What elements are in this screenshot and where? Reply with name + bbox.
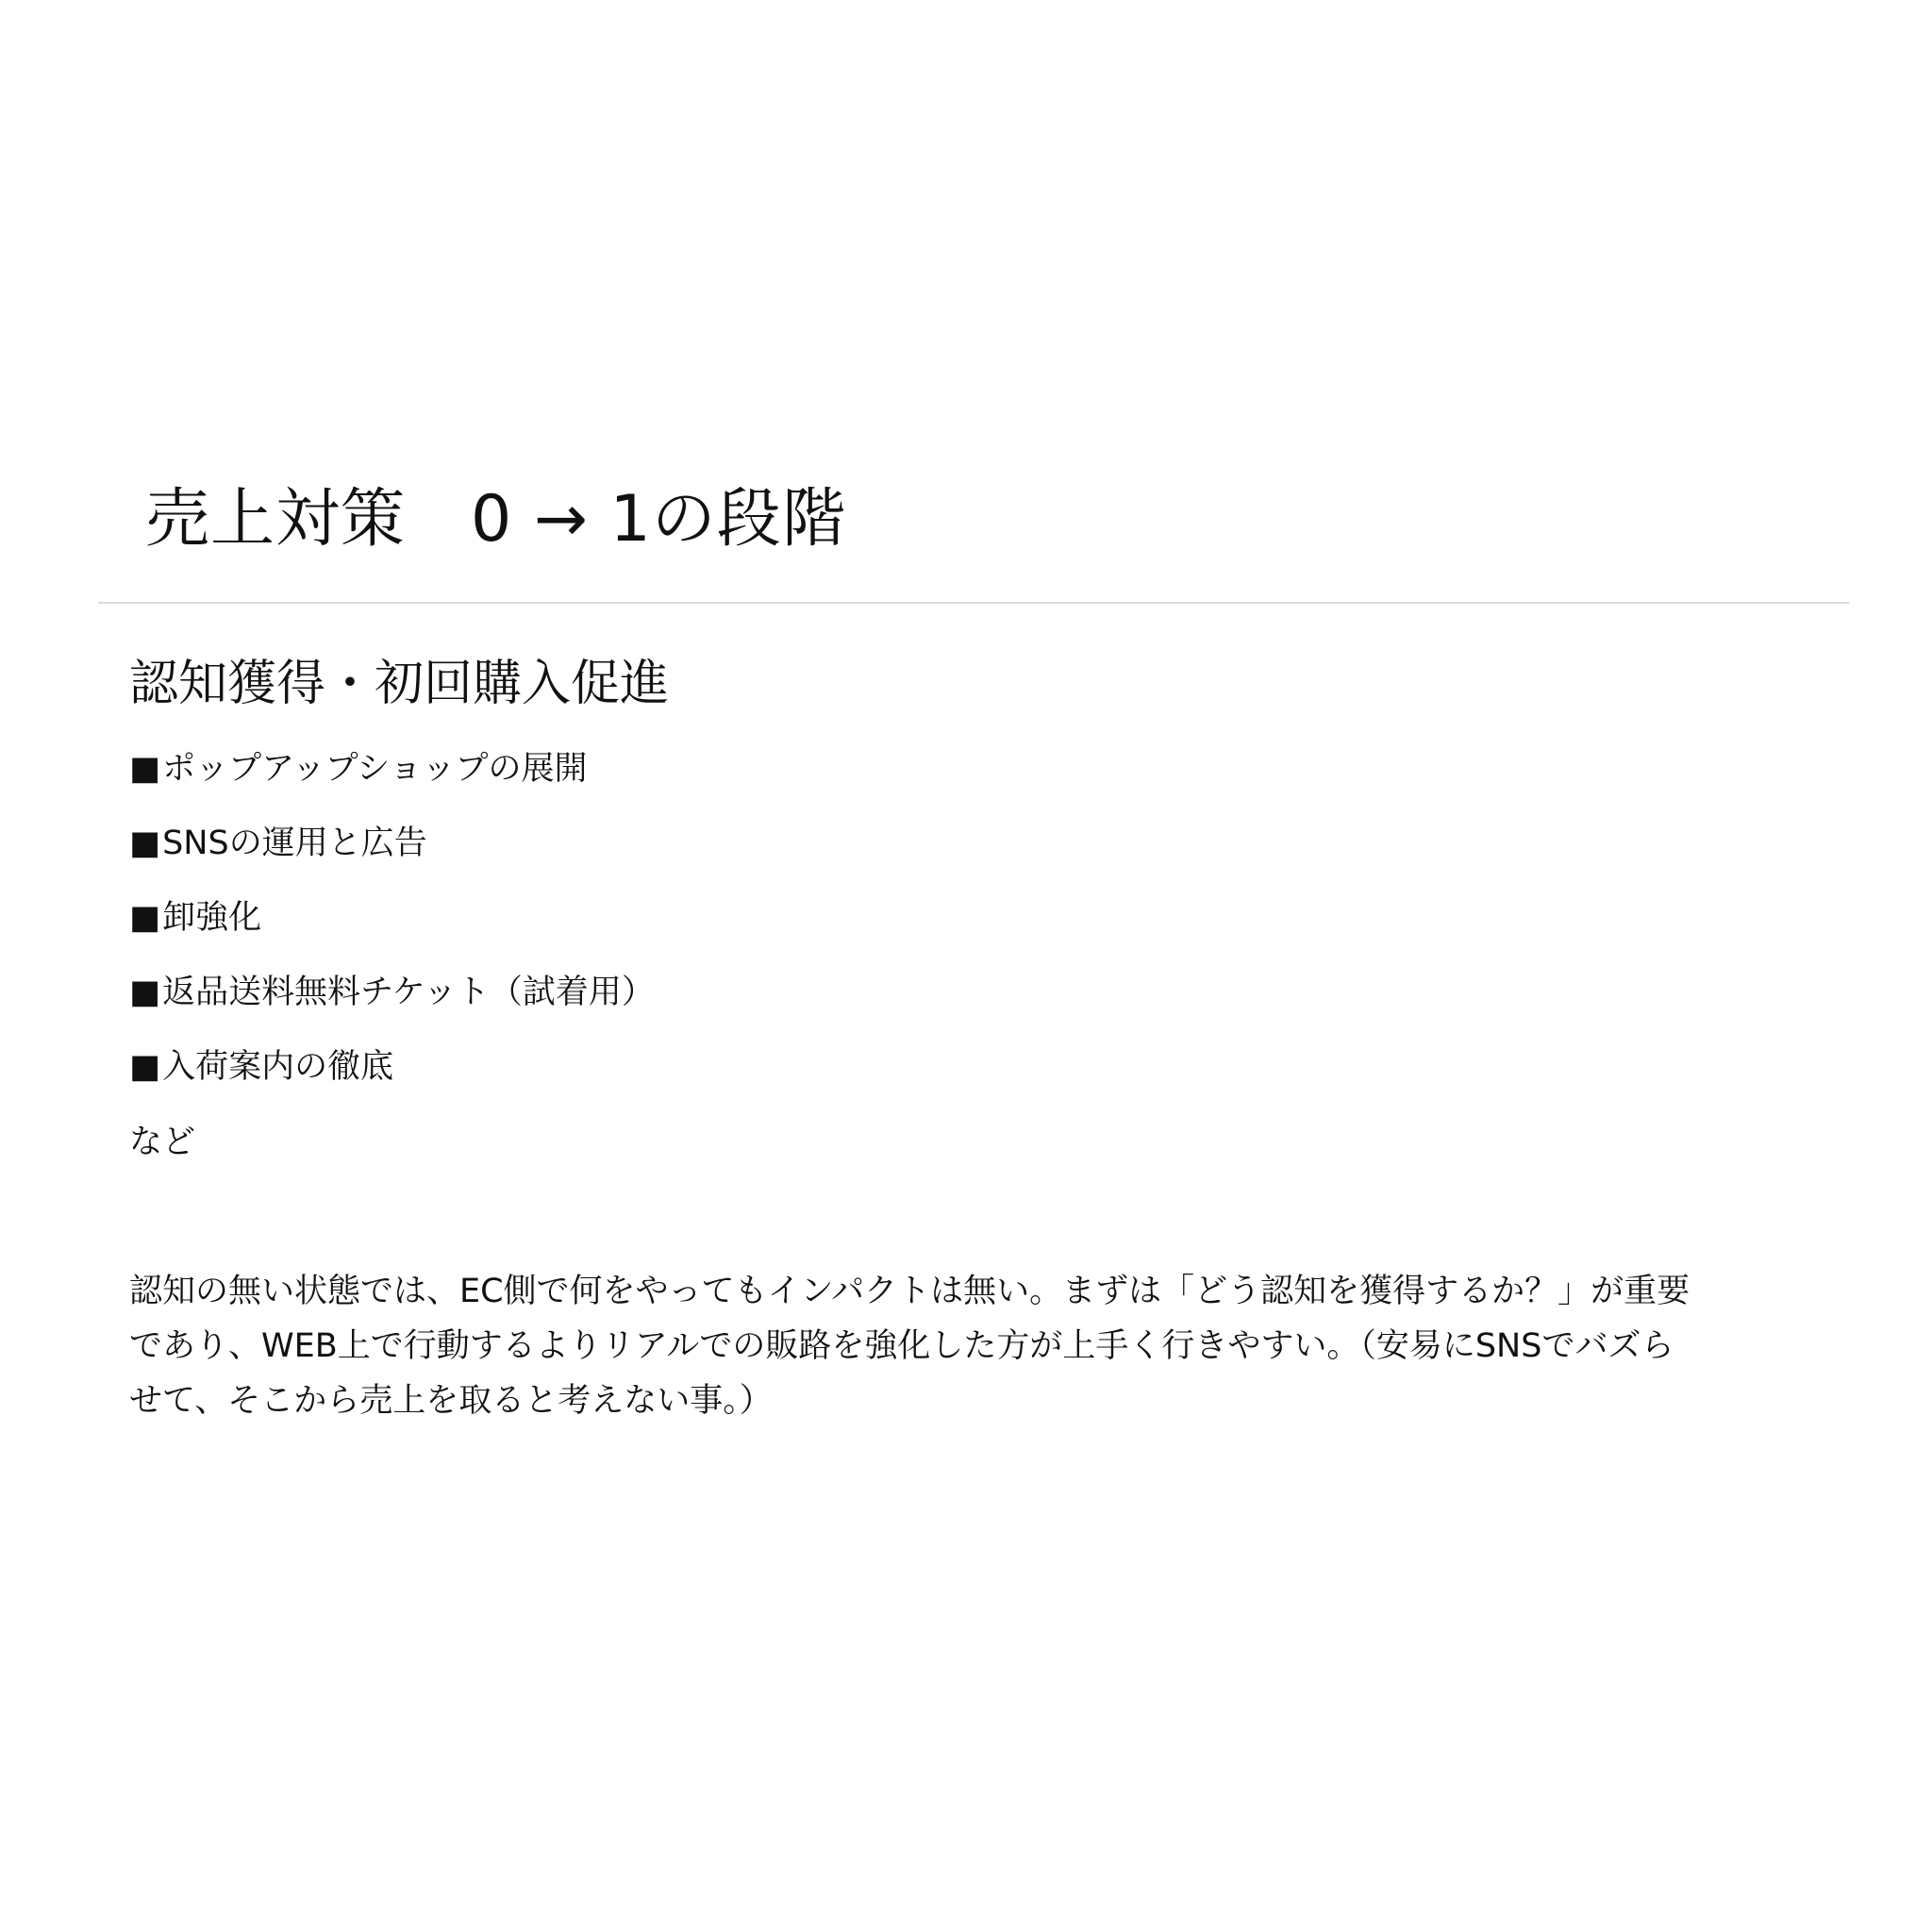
list-item (129, 820, 655, 894)
square-bullet-icon: ■ (129, 1048, 161, 1086)
square-bullet-icon: ■ (129, 899, 161, 937)
list-item-label: 入荷案内の徹底 (162, 1048, 394, 1086)
list-item-label: 返品送料無料チケット（試着用） (162, 974, 655, 1011)
square-bullet-icon: ■ (129, 974, 161, 1011)
list-item-label: 卸強化 (162, 899, 262, 937)
list-item (129, 894, 655, 969)
paragraph-line: 認知の無い状態では、EC側で何をやってもインパクトは無い。まずは「どう認知を獲得するか？」が重要 (129, 1273, 1690, 1310)
list-item-label: SNSの運用と広告 (162, 824, 427, 862)
square-bullet-icon: ■ (129, 824, 161, 862)
bullet-list (129, 745, 655, 1118)
paragraph-line: であり、WEB上で行動するよりリアルでの販路を強化した方が上手く行きやすい。（安易にSNSでバズら (129, 1327, 1674, 1365)
title-divider (98, 602, 1849, 604)
etc-label: など (129, 1124, 196, 1161)
paragraph-line: せて、そこから売上を取ると考えない事。） (129, 1382, 773, 1420)
list-item-label: ポップアップショップの展開 (162, 750, 588, 788)
list-item (129, 745, 655, 820)
list-item (129, 1043, 655, 1118)
square-bullet-icon: ■ (129, 750, 161, 788)
body-paragraph (129, 1264, 1771, 1428)
list-item (129, 969, 655, 1043)
section-heading: 認知獲得・初回購入促進 (129, 656, 670, 712)
page-title: 売上対策 0 → 1の段階 (145, 482, 847, 557)
